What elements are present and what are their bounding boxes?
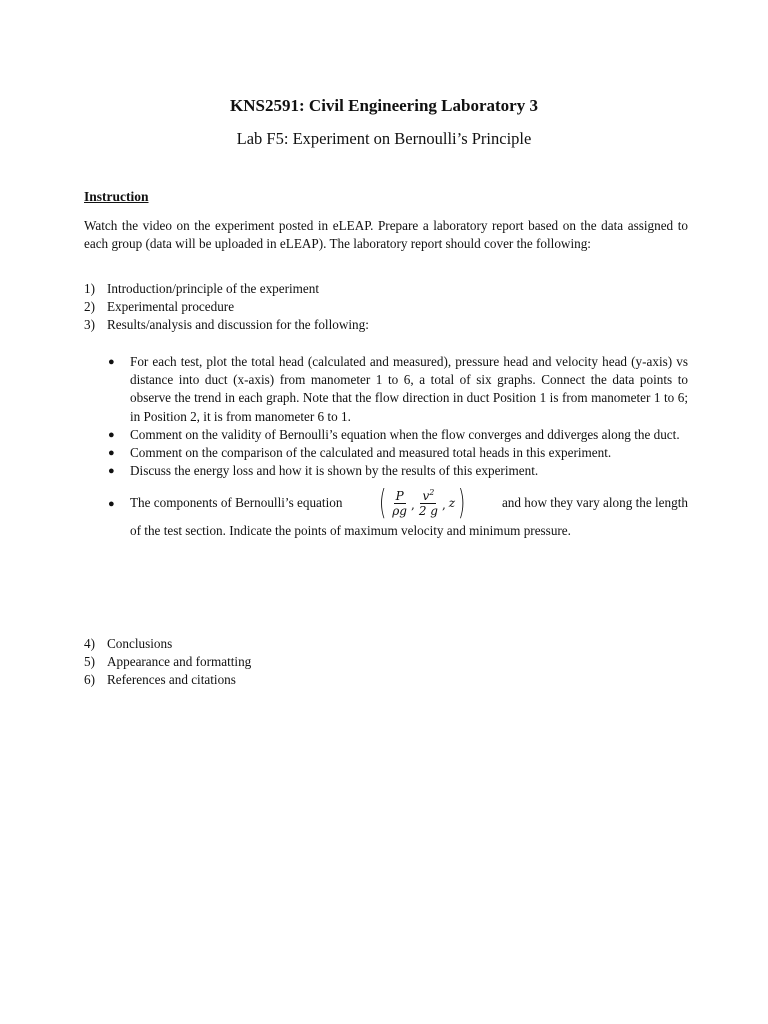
bullet-text: For each test, plot the total head (calculated and measured), pressure head and velocity head (y-axis) vs distance into duct (x-axis) from manometer 1 to 6, a total of six graphs. Connect the data points to observe the trend in each graph. Note that the flow direction in duct Position 1 is from manometer 1 to 6; in Position 2, it is from manometer 6 to 1. <box>130 354 688 424</box>
pressure-numerator: P <box>395 488 404 503</box>
equation-trail-text: and how they vary along the length <box>501 495 688 511</box>
document-title: KNS2591: Civil Engineering Laboratory 3 <box>230 96 538 115</box>
equation-comma: , <box>411 498 415 513</box>
bernoulli-equation <box>376 483 468 524</box>
list-number: 3) <box>84 317 95 333</box>
velocity-exponent: 2 <box>429 487 435 497</box>
list-number: 6) <box>84 672 95 688</box>
list-item <box>84 635 688 653</box>
list-item-text: Conclusions <box>107 636 173 651</box>
pressure-denominator: ρg <box>392 503 407 518</box>
bullet-icon: ● <box>108 356 115 368</box>
bullet-icon: ● <box>108 447 115 460</box>
numbered-list-top <box>84 280 688 335</box>
list-number: 5) <box>84 654 95 670</box>
bullet-item <box>107 426 688 444</box>
list-item-text: Results/analysis and discussion for the following: <box>107 317 369 333</box>
list-item-text: Introduction/principle of the experiment <box>107 281 320 296</box>
list-item <box>84 671 688 689</box>
bullet-icon: ● <box>108 498 115 511</box>
list-item-text: Experimental procedure <box>107 299 235 315</box>
equation-line <box>130 484 688 522</box>
list-number: 1) <box>84 281 95 296</box>
list-number: 4) <box>84 636 95 651</box>
list-item <box>84 280 688 298</box>
right-paren: ) <box>458 483 466 524</box>
intro-paragraph: Watch the video on the experiment posted in eLEAP. Prepare a laboratory report based on the data assigned to each group (data will be uploaded in eLEAP). The laboratory report should cover the following: <box>84 218 688 252</box>
list-item-text: Appearance and formatting <box>107 654 252 670</box>
bullet-item <box>107 444 688 462</box>
pressure-head-fraction <box>390 489 409 518</box>
bullet-text: Comment on the comparison of the calculated and measured total heads in this experiment. <box>130 445 612 461</box>
elevation-head: z <box>448 496 456 511</box>
list-item <box>84 298 688 316</box>
bullet-item <box>107 353 688 426</box>
section-heading-instruction: Instruction <box>84 189 149 204</box>
bullet-item-equation <box>107 484 688 540</box>
bullet-list <box>107 353 688 541</box>
bullet-text: Comment on the validity of Bernoulli’s equation when the flow converges and ddiverges along the duct. <box>130 426 680 442</box>
bullet-icon: ● <box>108 465 115 478</box>
velocity-denominator: 2 g <box>418 503 438 518</box>
list-item <box>84 316 688 334</box>
list-item-text: References and citations <box>107 672 236 688</box>
equation-lead-text: The components of Bernoulli’s equation <box>130 495 343 511</box>
list-number: 2) <box>84 299 95 315</box>
bullet-item <box>107 462 688 480</box>
bullet-icon: ● <box>108 428 115 441</box>
equation-comma: , <box>441 498 446 513</box>
velocity-numerator <box>420 489 436 504</box>
numbered-list-bottom <box>84 635 688 690</box>
left-paren: ( <box>378 483 387 524</box>
velocity-symbol: v <box>422 488 430 503</box>
document-subtitle: Lab F5: Experiment on Bernoulli’s Principle <box>236 129 532 148</box>
list-item <box>84 653 688 671</box>
velocity-head-fraction <box>417 489 440 518</box>
equation-continuation-text: of the test section. Indicate the points of maximum velocity and minimum pressure. <box>130 523 571 539</box>
bullet-text: Discuss the energy loss and how it is shown by the results of this experiment. <box>130 463 539 479</box>
